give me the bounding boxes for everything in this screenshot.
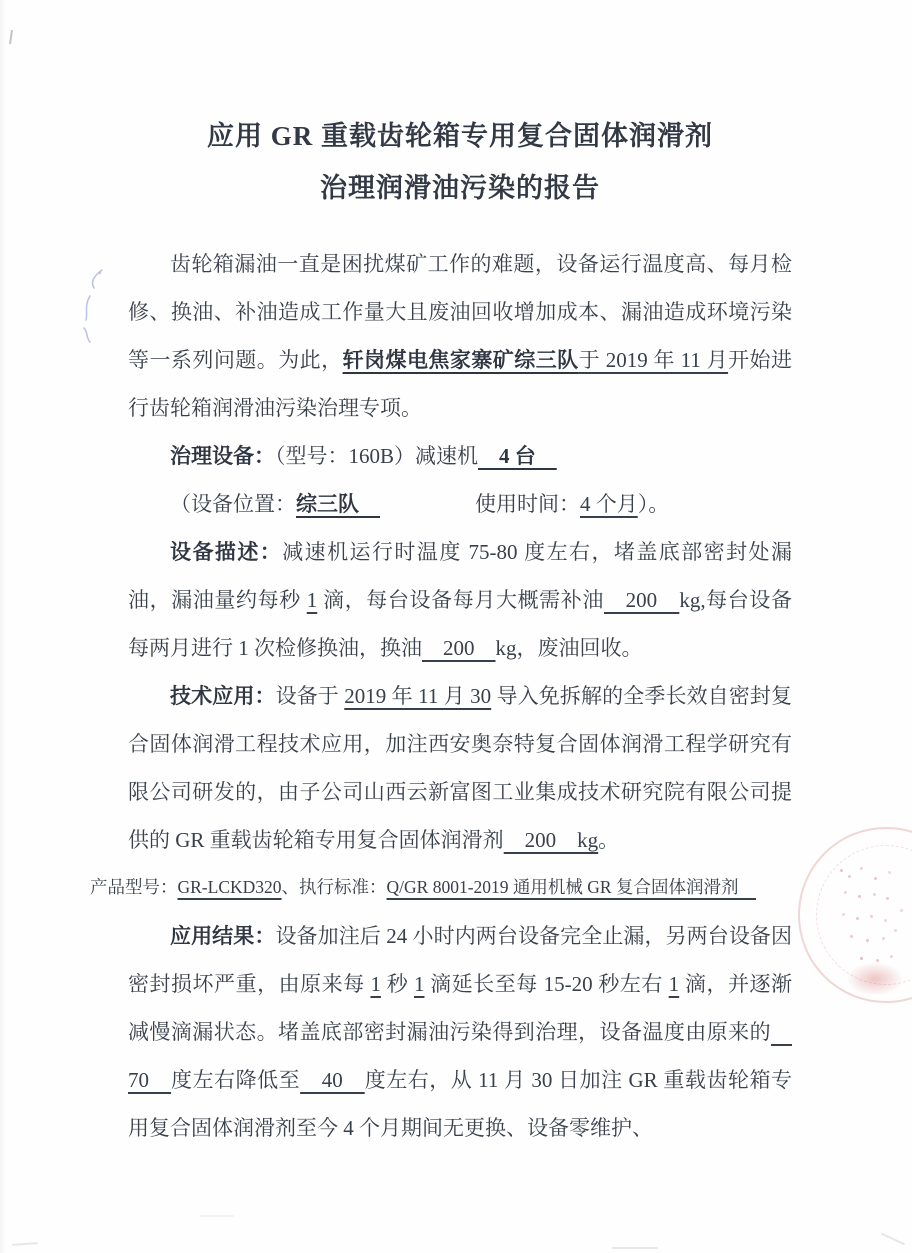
application-result-paragraph — [128, 912, 792, 1152]
description-text-3: kg,每台设备每两月进行 1 次检修换油，换油 — [128, 588, 793, 660]
temp-after-blank: 40 — [300, 1068, 365, 1092]
application-date: 2019 年 11 月 30 — [344, 684, 492, 708]
intro-text-end: 开始进行齿轮箱润滑油污染治理专项。 — [128, 348, 792, 420]
line-close-text: ）。 — [637, 492, 670, 516]
treated-equipment-label: 治理设备： — [170, 444, 275, 468]
device-location-line — [128, 480, 792, 528]
location-blank: 综三队 — [296, 492, 380, 516]
report-body — [90, 110, 793, 1152]
tech-text-3: 。 — [598, 828, 620, 852]
device-description-paragraph — [128, 528, 792, 672]
intro-paragraph — [128, 240, 792, 432]
lubricant-amount-blank: 200 kg — [503, 828, 599, 852]
description-text-2: 滴，每台设备每月大概需补油 — [317, 588, 604, 612]
description-text-4: kg，废油回收。 — [495, 636, 643, 660]
description-text-1: 减速机运行时温度 75-80 度左右，堵盖底部密封处漏油，漏油量约每秒 — [128, 540, 792, 612]
scan-corner-tick — [9, 30, 13, 44]
technology-application-label: 技术应用： — [170, 684, 276, 708]
scan-smudge — [881, 1233, 905, 1246]
product-model-line — [90, 866, 754, 908]
treated-equipment-line — [128, 432, 792, 480]
technology-application-paragraph — [128, 672, 792, 864]
device-location-label: （设备位置： — [170, 492, 296, 516]
drops-value: 1 — [413, 972, 425, 996]
tech-text-2: 导入免拆解的全季长效自密封复合固体润滑工程技术应用，加注西安奥奈特复合固体润滑工程学研究有限公司研发的，由子公司山西云新富图工业集成技术研究院有限公司提供的 GR 重载齿轮箱专用复合固体润滑剂 — [128, 684, 793, 852]
product-model-value: GR-LCKD320 — [177, 877, 282, 897]
device-count-blank: 4 台 — [478, 444, 557, 468]
stamp-ink-smudge — [846, 962, 904, 996]
report-title-line-1: 应用 GR 重载齿轮箱专用复合固体润滑剂 — [207, 121, 713, 151]
report-title-line-2: 治理润滑油污染的报告 — [320, 173, 600, 203]
result-text-1: 设备加注后 24 小时内两台设备完全止漏，另两台设备因密封损坏严重，由原来每 — [128, 924, 793, 996]
oil-change-amount-blank: 200 — [422, 636, 496, 660]
usage-duration-blank: 4 个月 — [580, 492, 638, 516]
temp-before-blank: 70 — [128, 1020, 792, 1092]
project-start-date: 于 2019 年 11 月 — [578, 348, 729, 372]
result-text-2: 秒 — [380, 972, 414, 996]
scan-smudge — [12, 1242, 38, 1246]
refill-amount-blank: 200 — [604, 588, 680, 612]
result-text-4: 滴，并逐渐减慢滴漏状态。堵盖底部密封漏油污染得到治理，设备温度由原来的 — [128, 972, 792, 1044]
result-text-5: 度左右降低至 — [171, 1068, 301, 1092]
scan-smudge — [612, 1247, 658, 1249]
device-description-label: 设备描述： — [170, 540, 283, 564]
report-title — [128, 110, 792, 214]
pen-mark — [80, 266, 110, 344]
result-text-3: 滴延长至每 15-20 秒左右 — [424, 972, 669, 996]
product-model-label: 产品型号： — [90, 877, 178, 897]
standard-label: 、执行标准： — [281, 877, 387, 897]
drip-rate-value: 1 — [306, 588, 318, 612]
scan-smudge — [200, 1215, 234, 1217]
equipment-model-text: （型号：160B）减速机 — [275, 444, 479, 468]
application-result-label: 应用结果： — [170, 924, 276, 948]
seconds-value: 1 — [370, 972, 381, 996]
stamp-texture — [840, 869, 843, 872]
usage-time-label: 使用时间： — [475, 492, 580, 516]
result-text-6: 度左右，从 11 月 30 日加注 GR 重载齿轮箱专用复合固体润滑剂至今 4 个月期间无更换、设备零维护、 — [128, 1068, 793, 1140]
intro-text: 齿轮箱漏油一直是困扰煤矿工作的难题，设备运行温度高、每月检修、换油、补油造成工作量大且废油回收增加成本、漏油造成环境污染等一系列问题。为此， — [128, 252, 792, 372]
tech-text-1: 设备于 — [275, 684, 345, 708]
mine-team-name: 轩岗煤电焦家寨矿综三队 — [342, 348, 579, 372]
standard-value: Q/GR 8001-2019 通用机械 GR 复合固体润滑剂 — [386, 877, 756, 897]
drops-value-2: 1 — [668, 972, 680, 996]
